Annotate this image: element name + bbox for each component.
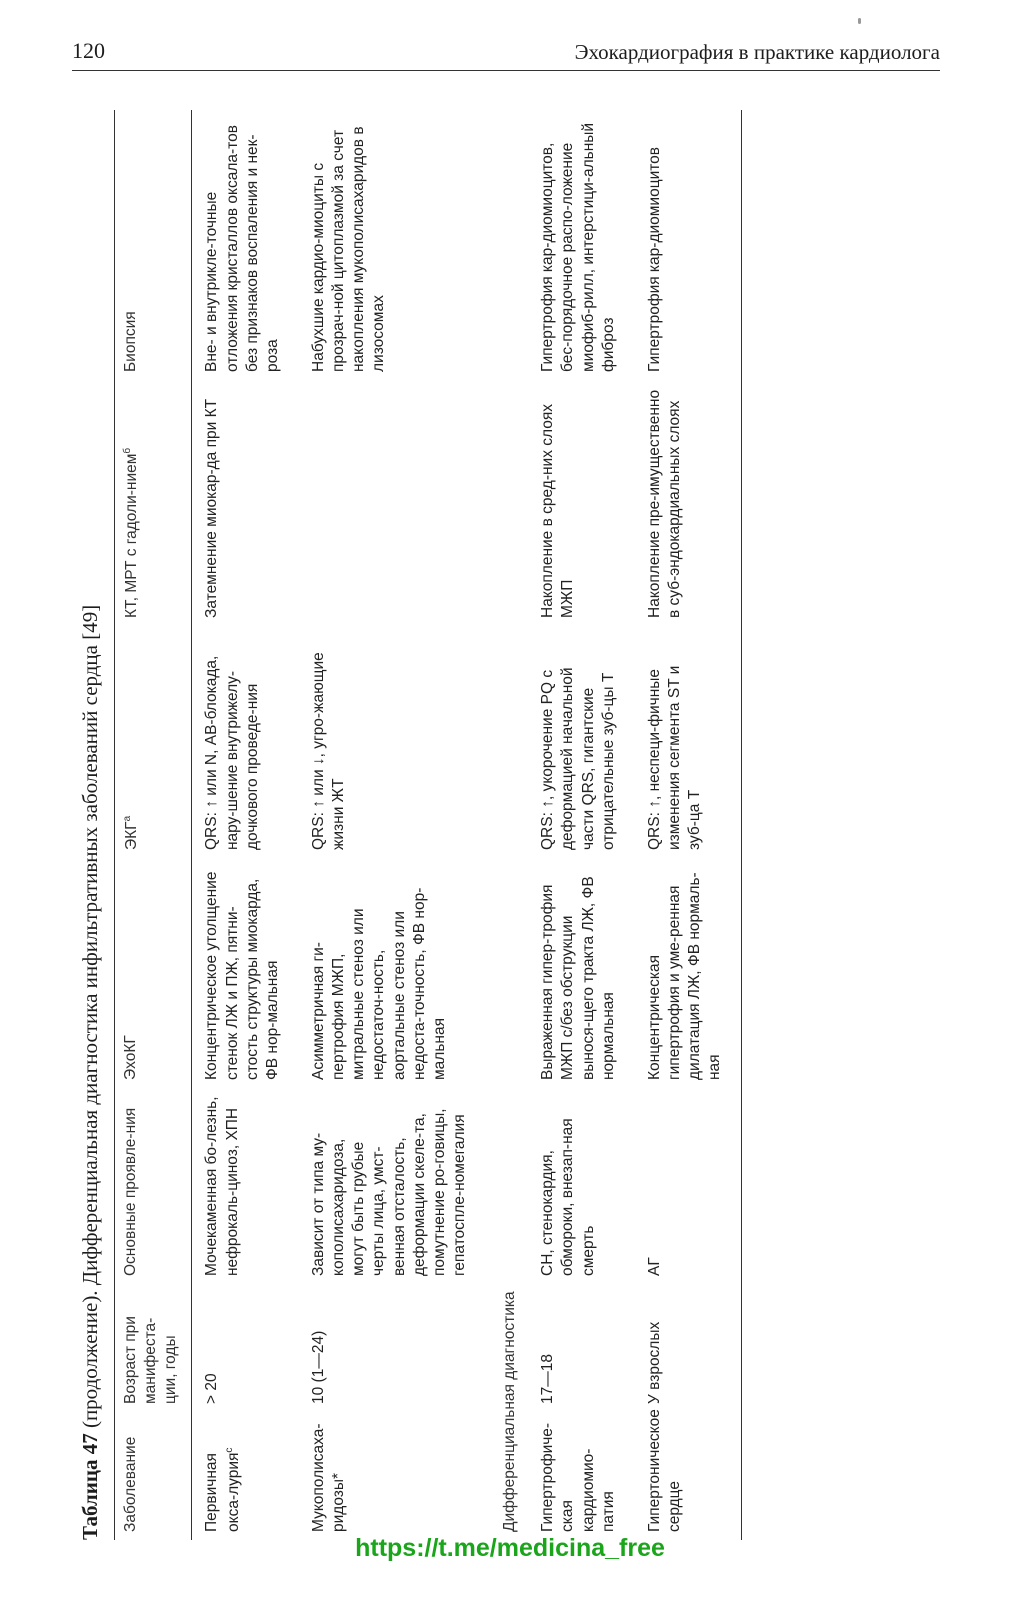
table-row xyxy=(192,110,299,1540)
col-header-echo: ЭхоКГ xyxy=(115,858,192,1088)
cell-biopsy: Гипертрофия кар-диомиоцитов, бес-порядочное распо-ложение миофиб-рилл, интерстици-альный фиброз xyxy=(539,122,617,372)
cell-kt: Накопление в сред-них слоях МЖП xyxy=(539,404,577,618)
col-header-biopsy: Биопсия xyxy=(115,110,192,380)
cell-echo: Выраженная гипер-трофия МЖП с/без обструкции вынося-щего тракта ЛЖ, ФВ нормальная xyxy=(539,876,617,1080)
table-row xyxy=(299,110,486,1540)
cell-biopsy: Набухшие кардио-миоциты с прозрач-ной цитоплазмой за счет накопления мукополисахаридов в лизосомах xyxy=(309,126,388,372)
running-title: Эхокардиография в практике кардиолога xyxy=(574,40,940,64)
cell-disease-sup: * xyxy=(330,1472,348,1479)
cell-disease-sup: с xyxy=(223,1447,235,1453)
cell-kt xyxy=(299,380,486,626)
cell-age: 10 (1—24) xyxy=(309,1330,327,1404)
cell-main: АГ xyxy=(635,1088,742,1284)
col-header-disease: Заболевание xyxy=(115,1412,192,1540)
cell-ecg: QRS: ↑, неспеци-фичные изменения сегмента ST и зуб-ца Т xyxy=(635,626,742,858)
header-rule xyxy=(72,70,940,71)
col-header-ecg: ЭКГ xyxy=(123,821,141,850)
cell-kt: Накопление пре-имущественно в суб-эндокардиальных слоях xyxy=(635,380,742,626)
table-caption-text: (продолжение). Дифференциальная диагностика инфильтративных заболеваний сердца [49] xyxy=(78,604,102,1434)
cell-ecg: QRS: ↑ или N, АВ-блокада, нару-шение внутрижелу-дочкового проведе-ния xyxy=(203,655,261,850)
col-header-ecg-sup: а xyxy=(122,815,133,822)
table-header-row xyxy=(115,110,192,1540)
cell-kt: Затемнение миокар-да при КТ xyxy=(203,398,221,618)
scan-speck xyxy=(858,18,861,24)
cell-disease-text: Мукополисаха-ридозы xyxy=(309,1423,348,1532)
col-header-kt: КТ, МРТ с гадоли-нием xyxy=(123,453,141,618)
cell-disease xyxy=(299,1412,486,1540)
cell-main: Мочекаменная бо-лезнь, нефрокаль-циноз, ХПН xyxy=(203,1096,241,1276)
table-row xyxy=(528,110,635,1540)
cell-disease: Гипертоническое сердце xyxy=(635,1412,742,1540)
cell-main: Зависит от типа му-кополисахаридоза, могут быть грубые черты лица, умст-венная отсталость, деформации скеле-та, помутнение ро-говицы, гепатоспле-номегалия xyxy=(309,1108,468,1276)
cell-echo: Асимметричная ги-пертрофия МЖП, митральные стеноз или недостаточ-ность, аортальные стеноз или недоста-точность, ФВ нор-мальная xyxy=(309,887,448,1080)
rotated-table-block xyxy=(78,110,928,1540)
col-header-age: Возраст при манифеста-ции, годы xyxy=(115,1284,192,1412)
cell-age: > 20 xyxy=(203,1373,221,1404)
col-header-main: Основные проявле-ния xyxy=(115,1088,192,1284)
col-header-kt-cell xyxy=(115,380,192,626)
cell-disease xyxy=(192,1412,299,1540)
table-row xyxy=(635,110,742,1540)
cell-echo: Концентрическое утолщение стенок ЛЖ и ПЖ, пятни-стость структуры миокарда, ФВ нор-мальная xyxy=(203,871,281,1080)
cell-echo: Концентрическая гипертрофия и уме-ренная дилатация ЛЖ, ФВ нормаль-ная xyxy=(635,858,742,1088)
col-header-kt-sup: б xyxy=(122,447,133,454)
cell-disease: Гипертрофиче-ская кардиомио-патия xyxy=(539,1422,617,1532)
telegram-link[interactable]: https://t.me/medicina_free xyxy=(355,1534,665,1562)
cell-disease-text: Первичная окса-лурия xyxy=(203,1452,242,1532)
col-header-ecg-cell xyxy=(115,626,192,858)
cell-ecg: QRS: ↑, укорочение PQ с деформацией начальной части QRS, гигантские отрицательные зуб-цы Т xyxy=(539,667,617,850)
cell-age: У взрослых xyxy=(635,1284,742,1412)
cell-biopsy: Гипертрофия кар-диомиоцитов xyxy=(635,110,742,380)
section-row xyxy=(486,110,528,1540)
page-number: 120 xyxy=(72,38,105,63)
diagnosis-table xyxy=(114,110,742,1540)
page-header xyxy=(72,38,940,70)
cell-ecg: QRS: ↑ или ↓, угро-жающие жизни ЖТ xyxy=(309,652,348,850)
section-label: Дифференциальная диагностика xyxy=(501,1291,519,1532)
cell-age: 17—18 xyxy=(539,1354,557,1404)
table-caption xyxy=(78,605,103,1540)
table-caption-number: Таблица 47 xyxy=(78,1433,102,1540)
cell-biopsy: Вне- и внутрикле-точные отложения кристаллов оксала-тов без признаков воспаления и нек-роза xyxy=(203,125,281,372)
cell-main: СН, стенокардия, обмороки, внезап-ная смерть xyxy=(539,1118,597,1276)
